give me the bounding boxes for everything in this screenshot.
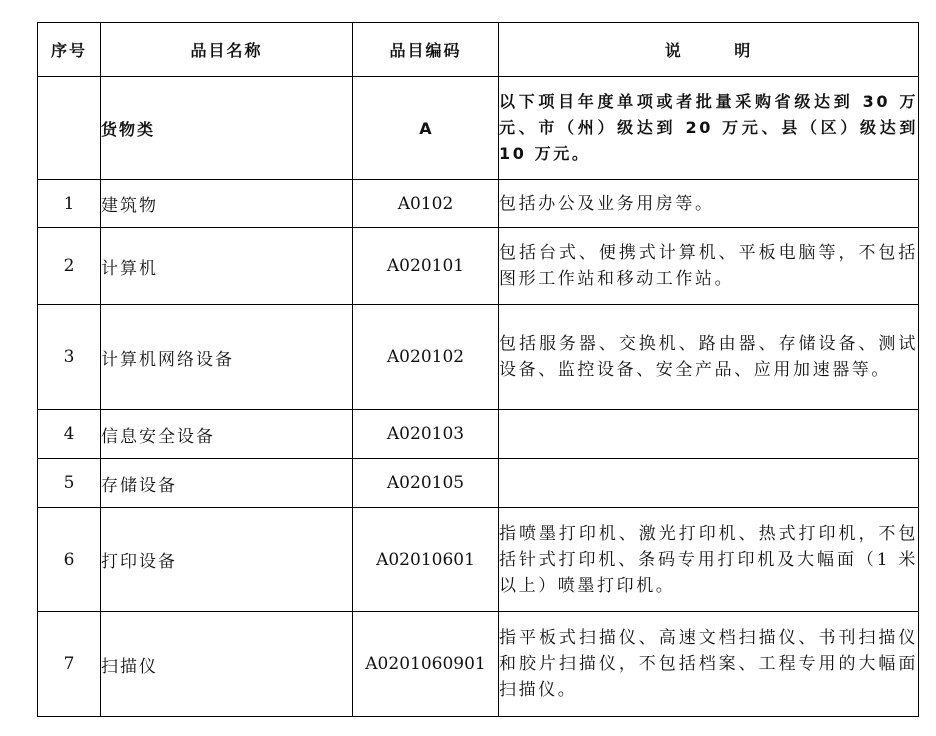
cell-desc <box>499 459 919 508</box>
cell-code: A020105 <box>353 459 499 508</box>
cell-desc: 以下项目年度单项或者批量采购省级达到 30 万元、市（州）级达到 20 万元、县（区）级达到 10 万元。 <box>499 77 919 180</box>
table-header-row <box>38 23 919 77</box>
cell-desc: 指喷墨打印机、激光打印机、热式打印机，不包括针式打印机、条码专用打印机及大幅面（1 米以上）喷墨打印机。 <box>499 508 919 612</box>
cell-name: 建筑物 <box>101 180 353 228</box>
cell-no: 7 <box>38 612 101 717</box>
table-row <box>38 612 919 717</box>
cell-no: 3 <box>38 305 101 410</box>
cell-name: 计算机网络设备 <box>101 305 353 410</box>
cell-desc: 包括办公及业务用房等。 <box>499 180 919 228</box>
header-code: 品目编码 <box>353 23 499 77</box>
cell-no: 4 <box>38 410 101 459</box>
cell-name: 信息安全设备 <box>101 410 353 459</box>
cell-name: 存储设备 <box>101 459 353 508</box>
cell-code: A020102 <box>353 305 499 410</box>
cell-name: 计算机 <box>101 228 353 305</box>
table-row <box>38 180 919 228</box>
cell-desc: 包括服务器、交换机、路由器、存储设备、测试设备、监控设备、安全产品、应用加速器等。 <box>499 305 919 410</box>
cell-name: 打印设备 <box>101 508 353 612</box>
table-row <box>38 410 919 459</box>
procurement-catalog-table <box>37 22 919 717</box>
cell-code: A020101 <box>353 228 499 305</box>
cell-code: A <box>353 77 499 180</box>
cell-desc <box>499 410 919 459</box>
cell-code: A020103 <box>353 410 499 459</box>
cell-name: 扫描仪 <box>101 612 353 717</box>
table-row <box>38 305 919 410</box>
cell-desc: 包括台式、便携式计算机、平板电脑等，不包括图形工作站和移动工作站。 <box>499 228 919 305</box>
header-desc: 说 明 <box>499 23 919 77</box>
cell-code: A0102 <box>353 180 499 228</box>
cell-no: 5 <box>38 459 101 508</box>
cell-code: A02010601 <box>353 508 499 612</box>
table-row-category <box>38 77 919 180</box>
table-row <box>38 228 919 305</box>
table-row <box>38 459 919 508</box>
cell-no <box>38 77 101 180</box>
cell-no: 1 <box>38 180 101 228</box>
header-name: 品目名称 <box>101 23 353 77</box>
cell-code: A0201060901 <box>353 612 499 717</box>
cell-desc: 指平板式扫描仪、高速文档扫描仪、书刊扫描仪和胶片扫描仪，不包括档案、工程专用的大幅面扫描仪。 <box>499 612 919 717</box>
cell-name: 货物类 <box>101 77 353 180</box>
cell-no: 6 <box>38 508 101 612</box>
cell-no: 2 <box>38 228 101 305</box>
header-no: 序号 <box>38 23 101 77</box>
table-row <box>38 508 919 612</box>
